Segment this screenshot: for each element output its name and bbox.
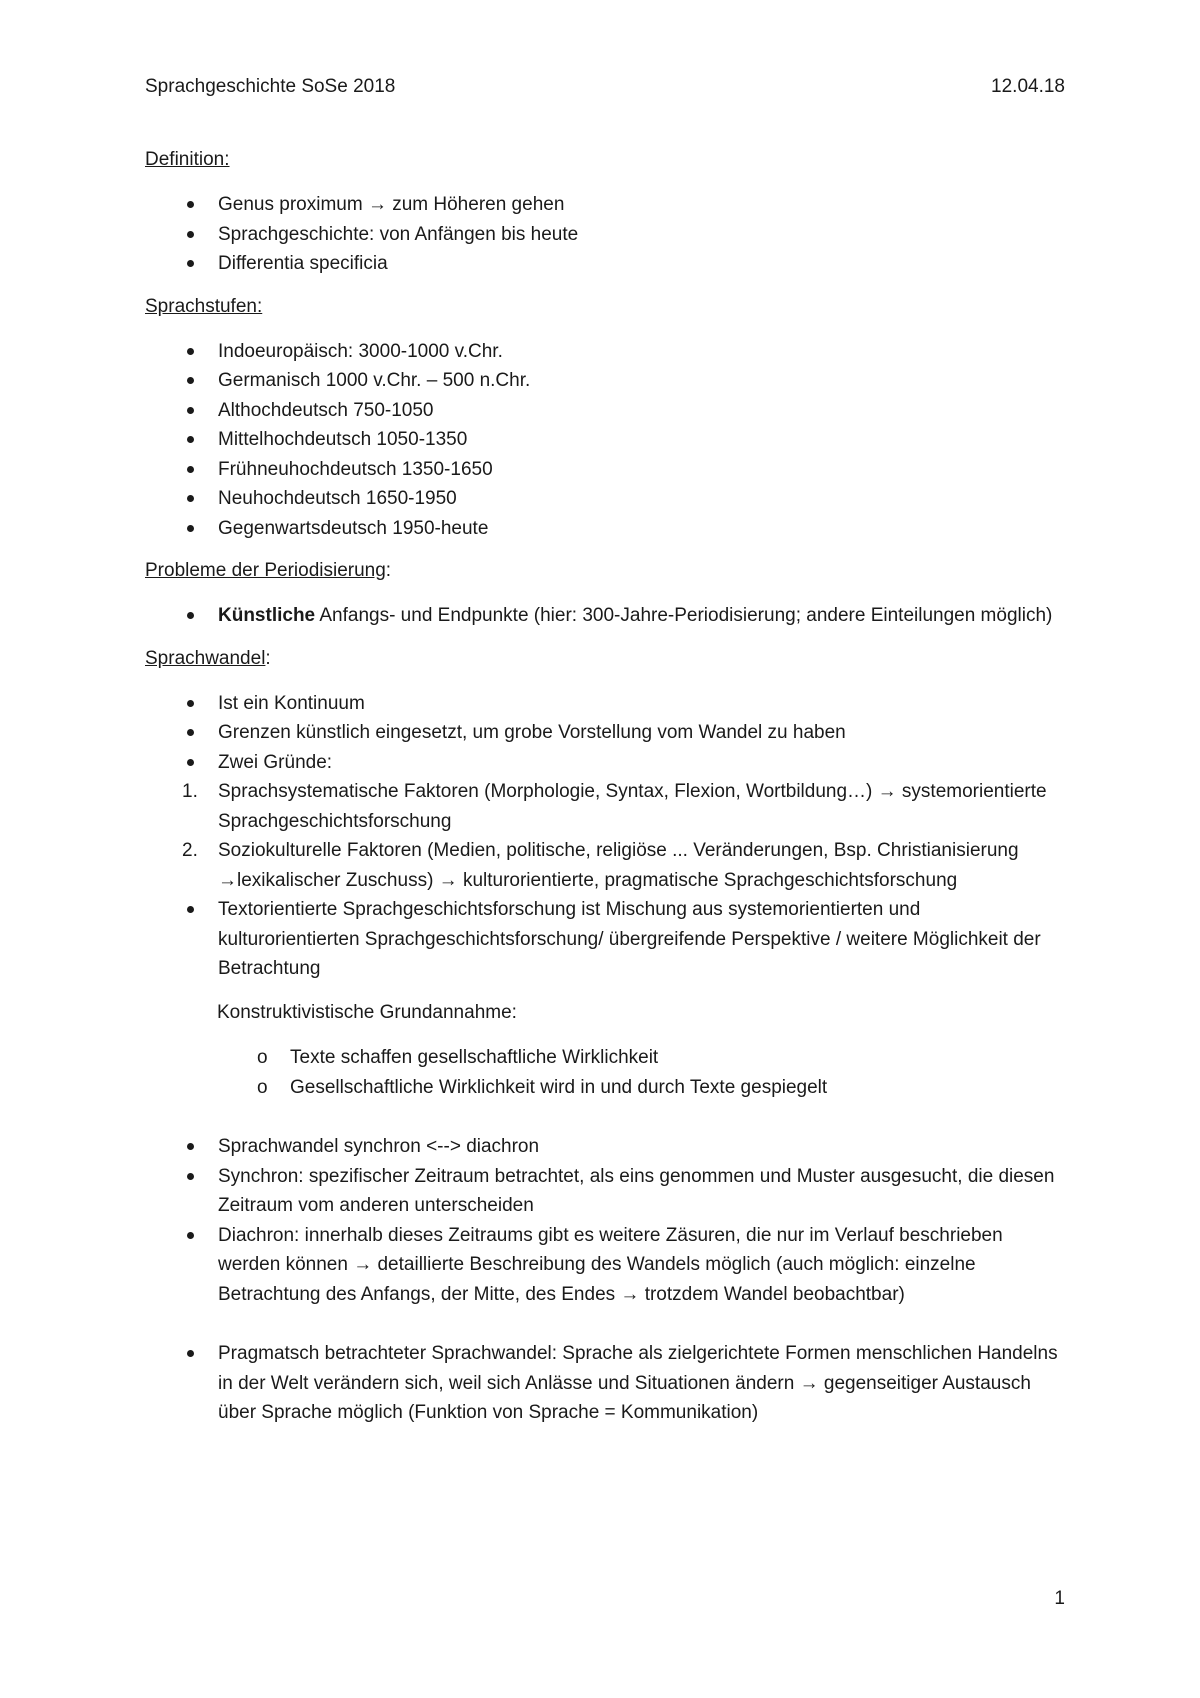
bold-term: Künstliche xyxy=(218,605,316,626)
probleme-list xyxy=(145,601,1065,631)
section-heading-definition: Definition: xyxy=(145,149,230,170)
item-text: Sprachsystematische Faktoren (Morphologie, Syntax, Flexion, Wortbildung…) → systemorientierte Sprachgeschichtsforschung xyxy=(218,781,1047,832)
list-item: Genus proximum → zum Höheren gehen xyxy=(145,190,1065,220)
wandel-list xyxy=(145,1132,1065,1309)
sprachwandel-list xyxy=(145,689,1065,984)
list-item: Grenzen künstlich eingesetzt, um grobe Vorstellung vom Wandel zu haben xyxy=(145,718,1065,748)
document-date: 12.04.18 xyxy=(991,76,1065,97)
numbered-item xyxy=(182,836,1065,895)
list-item: Mittelhochdeutsch 1050-1350 xyxy=(145,425,1065,455)
heading-text: Sprachwandel xyxy=(145,647,266,669)
section-heading-probleme xyxy=(145,557,1065,585)
document-title: Sprachgeschichte SoSe 2018 xyxy=(145,76,396,97)
list-item xyxy=(145,1043,1065,1073)
definition-list xyxy=(145,190,1065,279)
circle-marker: o xyxy=(257,1076,268,1098)
heading-text: Probleme der Periodisierung xyxy=(145,560,386,581)
list-item: Frühneuhochdeutsch 1350-1650 xyxy=(145,455,1065,485)
list-item: Neuhochdeutsch 1650-1950 xyxy=(145,484,1065,514)
item-text: Anfangs- und Endpunkte (hier: 300-Jahre-Periodisierung; andere Einteilungen möglich) xyxy=(315,605,1053,626)
list-item: Sprachwandel synchron <--> diachron xyxy=(145,1132,1065,1162)
page-header xyxy=(145,76,1065,100)
list-item: Gegenwartsdeutsch 1950-heute xyxy=(145,514,1065,544)
list-item: Germanisch 1000 v.Chr. – 500 n.Chr. xyxy=(145,366,1065,396)
list-item: Synchron: spezifischer Zeitraum betrachtet, als eins genommen und Muster ausgesucht, die diesen Zeitraum vom anderen unterscheiden xyxy=(145,1162,1065,1221)
konstrukt-list xyxy=(145,1043,1065,1102)
section-heading-sprachstufen: Sprachstufen: xyxy=(145,295,263,317)
circle-marker: o xyxy=(257,1047,268,1068)
list-item: Diachron: innerhalb dieses Zeitraums gibt es weitere Zäsuren, die nur im Verlauf beschrieben werden können → detaillierte Beschreibung des Wandels möglich (auch möglich: einzelne Betrachtung des Anfangs, der Mitte, des Endes → trotzdem Wandel beobachtbar) xyxy=(145,1221,1065,1310)
reasons-list xyxy=(182,777,1065,895)
list-item: Althochdeutsch 750-1050 xyxy=(145,396,1065,426)
pragmatic-list xyxy=(145,1339,1065,1428)
numbered-item xyxy=(182,777,1065,836)
item-text: Zwei Gründe: xyxy=(218,751,333,773)
item-text: Texte schaffen gesellschaftliche Wirklichkeit xyxy=(290,1047,659,1068)
list-item: Ist ein Kontinuum xyxy=(145,689,1065,719)
item-number: 1. xyxy=(182,781,198,802)
list-item: Textorientierte Sprachgeschichtsforschung ist Mischung aus systemorientierten und kulturorientierten Sprachgeschichtsforschung/ übergreifende Perspektive / weitere Möglichkeit der Betrachtung xyxy=(145,895,1065,984)
item-text: Gesellschaftliche Wirklichkeit wird in und durch Texte gespiegelt xyxy=(290,1076,828,1098)
heading-colon: : xyxy=(385,560,392,581)
page-number: 1 xyxy=(1054,1588,1065,1609)
item-text: Soziokulturelle Faktoren (Medien, politische, religiöse ... Veränderungen, Bsp. Christianisierung →lexikalischer Zuschuss) → kulturorientierte, pragmatische Sprachgeschichtsforschung xyxy=(218,840,1019,891)
konstrukt-heading: Konstruktivistische Grundannahme: xyxy=(217,1001,517,1023)
item-number: 2. xyxy=(182,840,198,861)
list-item: Indoeuropäisch: 3000-1000 v.Chr. xyxy=(145,337,1065,367)
list-item xyxy=(145,748,1065,896)
section-heading-sprachwandel xyxy=(145,645,1065,673)
list-item: Differentia specificia xyxy=(145,249,1065,279)
list-item xyxy=(145,601,1065,631)
document-body xyxy=(145,146,1065,1428)
list-item: Pragmatsch betrachteter Sprachwandel: Sprache als zielgerichtete Formen menschlichen Handelns in der Welt verändern sich, weil sich Anlässe und Situationen ändern → gegenseitiger Austausch über Sprache möglich (Funktion von Sprache = Kommunikation) xyxy=(145,1339,1065,1428)
heading-colon: : xyxy=(265,647,271,669)
list-item xyxy=(145,1073,1065,1103)
list-item: Sprachgeschichte: von Anfängen bis heute xyxy=(145,220,1065,250)
sprachstufen-list xyxy=(145,337,1065,544)
